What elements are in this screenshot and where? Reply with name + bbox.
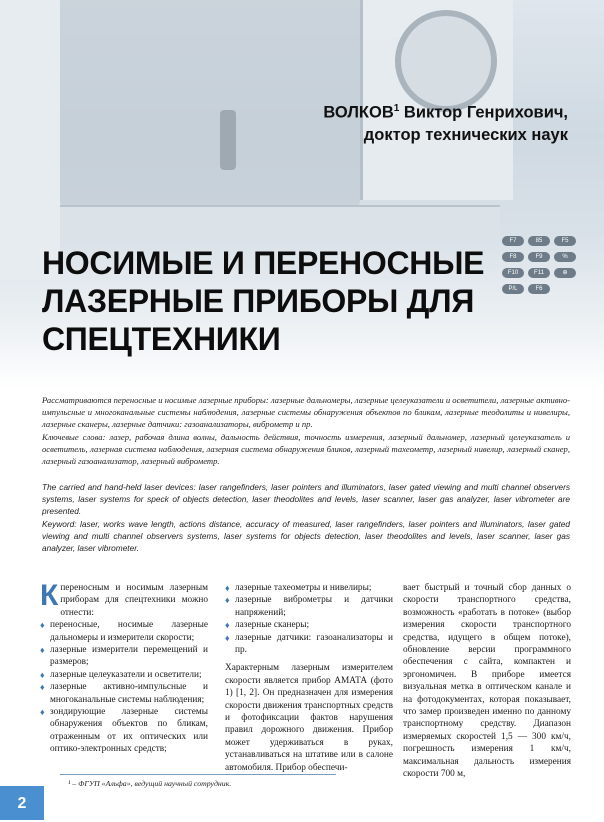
- author-surname: ВОЛКОВ: [323, 103, 394, 122]
- text-column-1: [40, 579, 208, 756]
- footnote-divider: [60, 774, 336, 775]
- keypad-key: F6: [528, 284, 550, 294]
- keypad-key: F5: [554, 236, 576, 246]
- keypad-key: F8: [502, 252, 524, 262]
- list-item-text: лазерные тахеометры и нивелиры;: [235, 583, 372, 593]
- drop-cap: К: [40, 579, 59, 612]
- device-list: [225, 582, 393, 656]
- diamond-bullet-icon: ♦: [40, 669, 45, 680]
- list-item-text: лазерные сканеры;: [235, 620, 310, 631]
- keypad-key: %: [554, 252, 576, 262]
- diamond-bullet-icon: ♦: [225, 632, 230, 643]
- diamond-bullet-icon: ♦: [225, 583, 230, 593]
- body-paragraph: Характерным лазерным измерителем скорости является прибор АМАТА (фото 1) [1, 2]. Он предназначен для измерения скорости движения транспортных средств и фотофиксации фактов нарушения правил дорожного движения. Прибор может удерживаться в руках, устанавливаться на штативе или в салоне автомобиля. Прибор обеспечи-: [225, 663, 393, 773]
- diamond-bullet-icon: ♦: [40, 682, 45, 693]
- footnote: ¹ – ФГУП «Альфа», ведущий научный сотрудник.: [68, 779, 232, 788]
- abstract-keywords: Keyword: laser, works wave length, actions distance, accuracy of measured, laser rangefinders, laser pointers and illuminators, laser gated viewing and multi channel observers systems, laser systems for objects detection, laser theodolites and levels, laser scanner, laser gas analyzer, laser vibrometer.: [42, 518, 570, 554]
- intro-paragraph: [40, 579, 208, 619]
- list-item-text: переносные, носимые лазерные дальномеры и измерители скорости;: [50, 620, 208, 643]
- author-footnote-mark: 1: [393, 103, 400, 114]
- photo-shape: [60, 0, 360, 210]
- list-item: [225, 582, 393, 594]
- keypad-key: P/L: [502, 284, 524, 294]
- abstract-summary: Рассматриваются переносные и носимые лазерные приборы: лазерные дальномеры, лазерные целеуказатели и осветители, лазерные активно-импульсные и многоканальные системы наблюдения, лазерные системы обнаружения объектов по бликам, лазерные теодолиты и нивелиры, лазерные сканеры, лазерные датчики: газоанализаторы, виброметр и пр.: [42, 395, 571, 430]
- list-item-text: лазерные измерители перемещений и размеров;: [50, 645, 208, 668]
- keypad-key: F7: [502, 236, 524, 246]
- list-item: [40, 669, 208, 681]
- list-item: [40, 681, 208, 706]
- diamond-bullet-icon: ♦: [40, 707, 45, 718]
- article-title: [42, 244, 512, 358]
- abstract-keywords: Ключевые слова: лазер, рабочая длина волны, дальность действия, точность измерения, лазерный дальномер, лазерный целеуказатель и осветитель, лазерная система наблюдения, лазерная система обнаружения бликов, лазерный тахеометр, лазерный нивелир, лазерный сканер, лазерный газоанализатор, лазерный виброметр.: [42, 431, 570, 467]
- photo-shape: [0, 0, 60, 280]
- abstract-english: [42, 481, 570, 554]
- author-block: [323, 98, 568, 146]
- keypad-key: ⊕: [554, 268, 576, 278]
- list-item: [40, 619, 208, 644]
- diamond-bullet-icon: ♦: [40, 620, 45, 631]
- list-item: [225, 594, 393, 619]
- keypad-key: F11: [528, 268, 550, 278]
- title-line: НОСИМЫЕ И ПЕРЕНОСНЫЕ: [42, 245, 485, 281]
- text-column-3: [403, 582, 571, 781]
- abstract-russian: [42, 394, 570, 467]
- diamond-bullet-icon: ♦: [40, 645, 45, 656]
- list-item-text: лазерные целеуказатели и осветители;: [50, 669, 202, 680]
- intro-text: переносным и носимым лазерным приборам для спецтехники можно отнести:: [60, 583, 208, 618]
- list-item-text: лазерные виброметры и датчики напряжений;: [235, 595, 393, 618]
- author-name-line: [323, 98, 568, 124]
- author-given-names: Виктор Генрихович,: [399, 103, 568, 122]
- title-line: СПЕЦТЕХНИКИ: [42, 321, 281, 357]
- author-degree: доктор технических наук: [363, 125, 568, 144]
- list-item: [40, 644, 208, 669]
- text-column-2: [225, 582, 393, 774]
- diamond-bullet-icon: ♦: [225, 620, 230, 631]
- list-item-text: лазерные активно-импульсные и многоканальные системы наблюдения;: [50, 682, 208, 705]
- list-item: [40, 706, 208, 756]
- list-item-text: зондирующие лазерные системы обнаружения объектов по бликам, отраженным от их оптических или оптико-электронных средств;: [50, 707, 208, 755]
- list-item-text: лазерные датчики: газоанализаторы и пр.: [235, 632, 393, 656]
- photo-shape: [220, 110, 236, 170]
- device-keypad: [498, 232, 604, 322]
- body-paragraph: вает быстрый и точный сбор данных о скорости транспортного средства, возможность «работать в потоке» (выбор измерения скорости транспортного средства, идущего в общем потоке), обновление версии программного обеспечения с сайта, компактен и эргономичен. В приборе имеется визуальная метка в оптическом канале и на фотодокументах, которая показывает, что замер произведен именно по данному транспортному средству. Диапазон измеряемых скоростей 1,5 — 300 км/ч, погрешность измерения 1 км/ч, максимальная дальность измерения скорости 700 м,: [403, 583, 571, 780]
- list-item: [225, 619, 393, 631]
- title-line: ЛАЗЕРНЫЕ ПРИБОРЫ ДЛЯ: [42, 283, 475, 319]
- diamond-bullet-icon: ♦: [225, 595, 230, 606]
- device-list: [40, 619, 208, 755]
- keypad-key: F9: [528, 252, 550, 262]
- keypad-key: 85: [528, 236, 550, 246]
- photo-shape: [60, 205, 500, 243]
- keypad-key: F10: [502, 268, 524, 278]
- page-number: 2: [17, 795, 27, 812]
- list-item: [225, 632, 393, 657]
- abstract-summary: The carried and hand-held laser devices: laser rangefinders, laser pointers and illuminators, laser gated viewing and multi channel observers systems, laser systems for speck of objects detection, laser theodolites and levels, laser scanner, laser gas analyzer, laser vibrometer are presented.: [42, 482, 570, 517]
- photo-lens: [395, 10, 497, 112]
